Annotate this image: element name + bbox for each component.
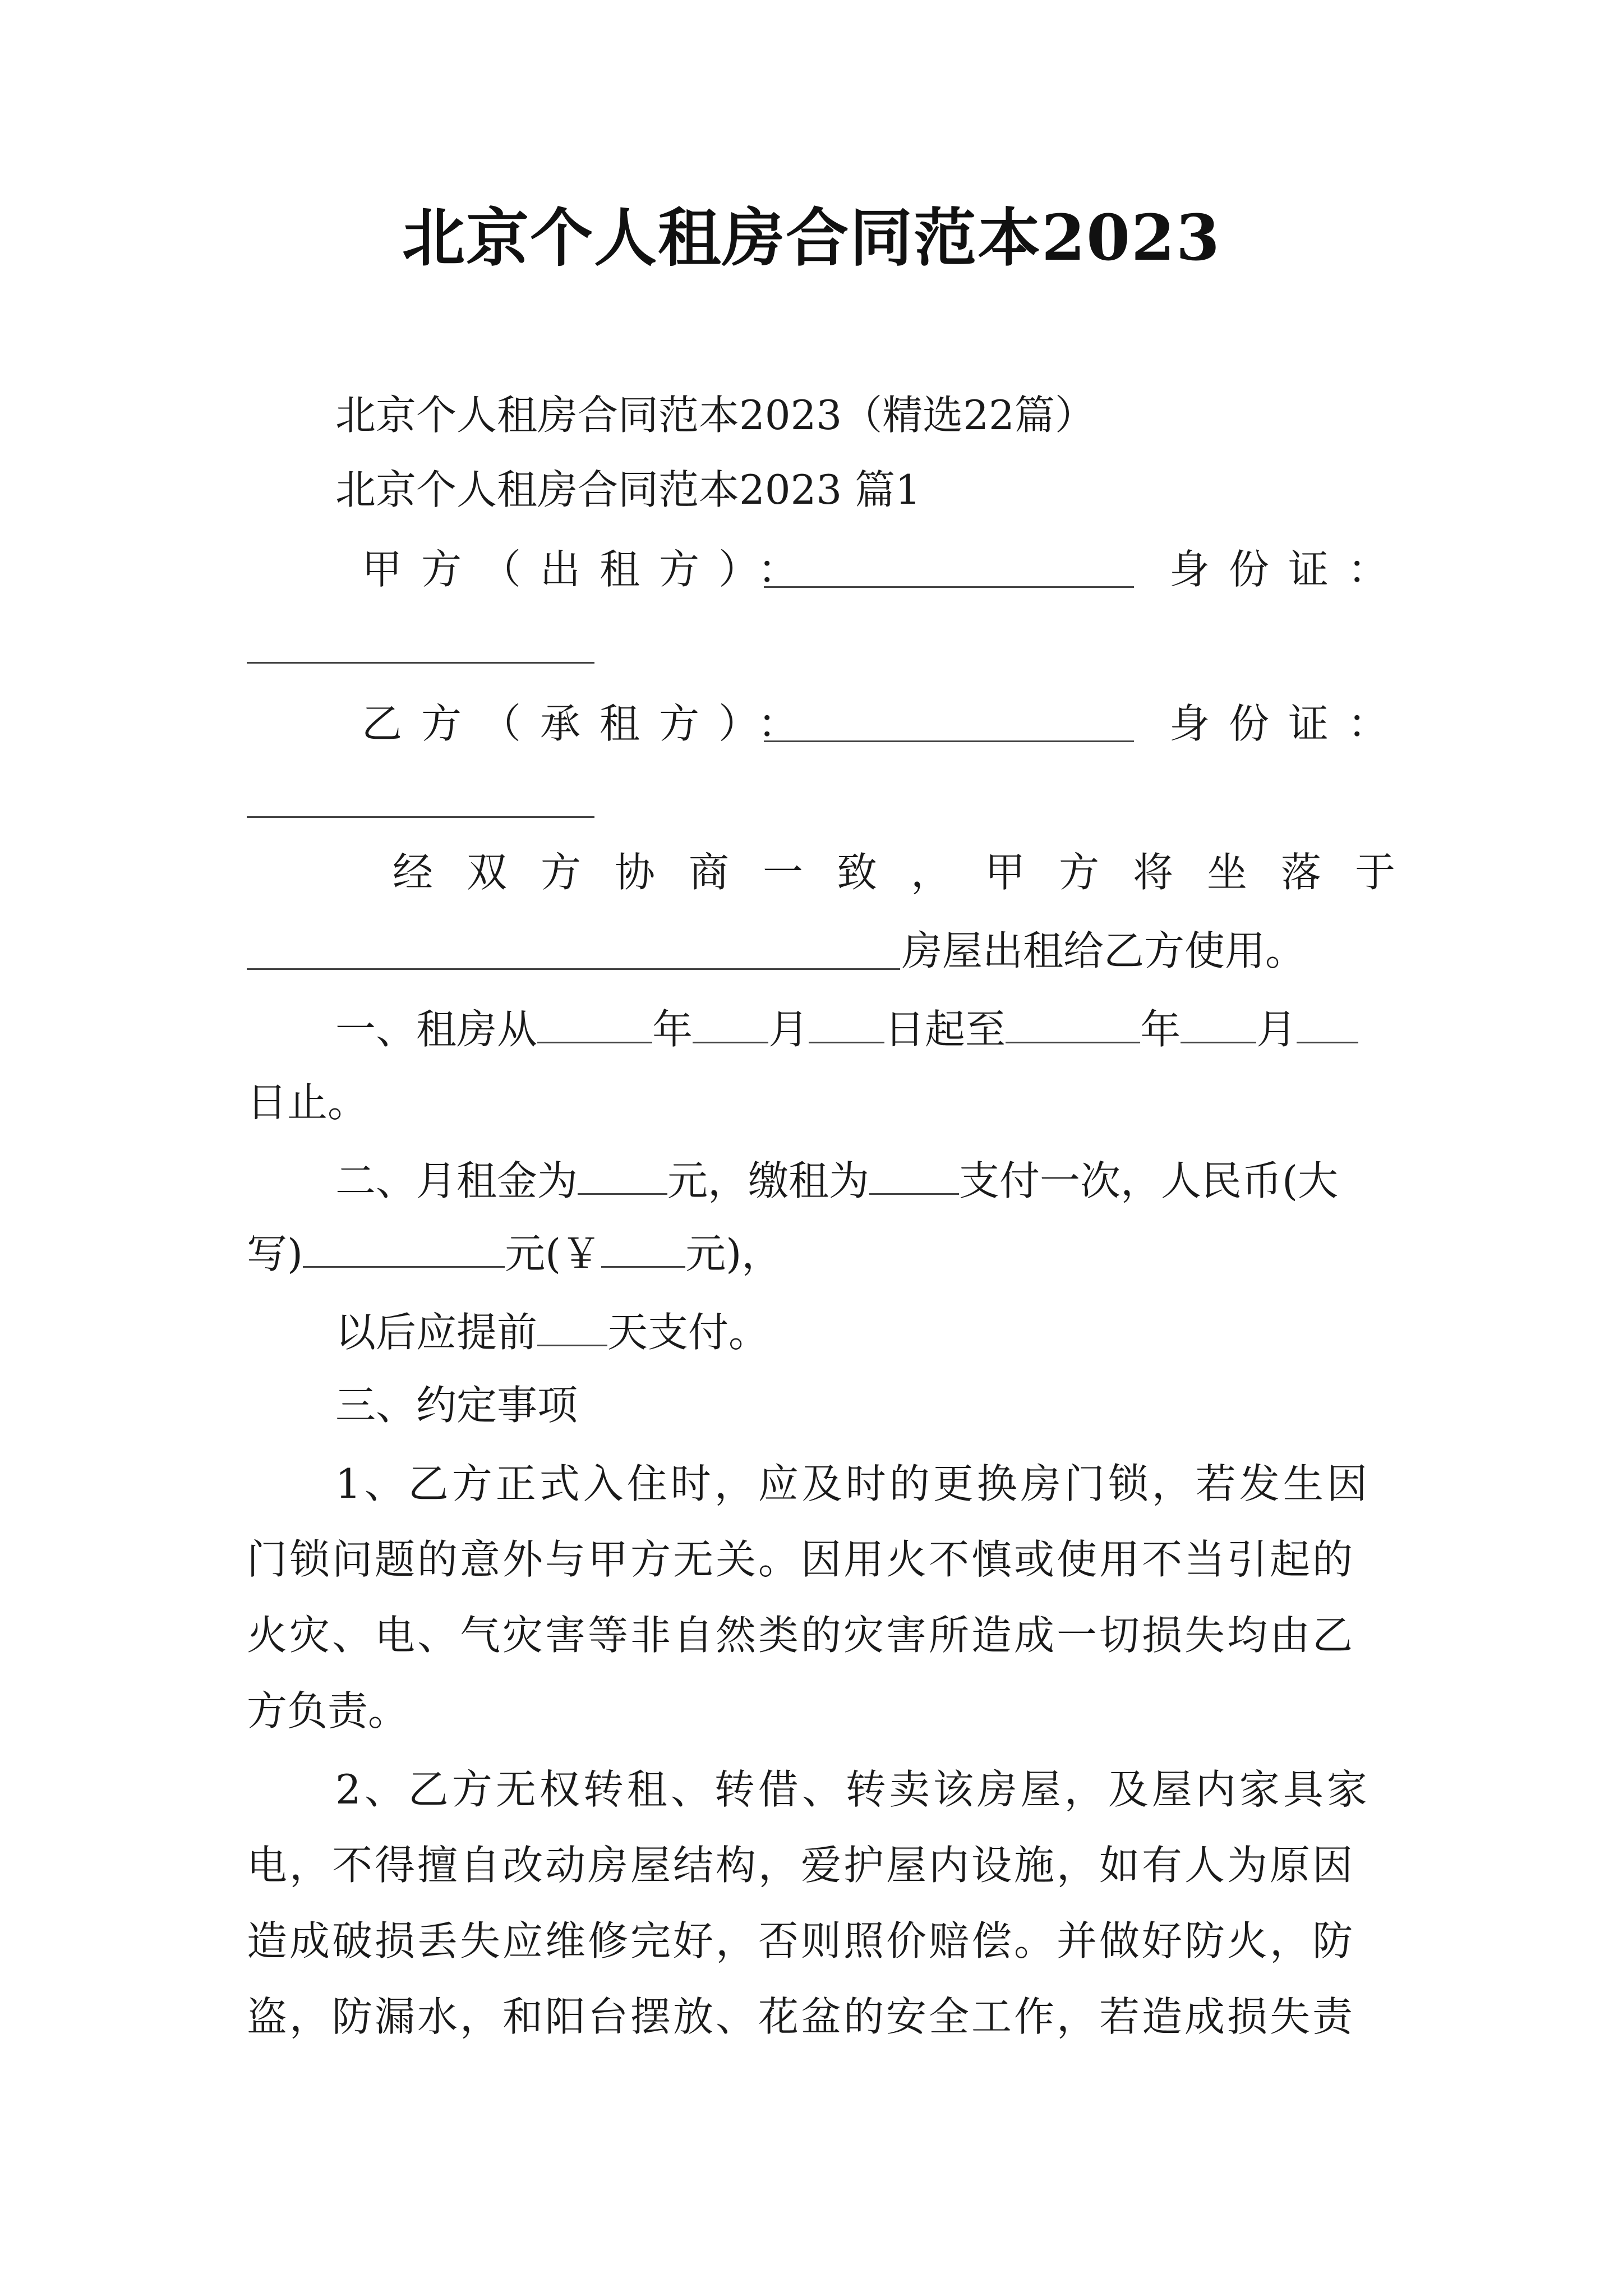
clause-1-line [335,1001,1358,1057]
rent-label: 二、月租金为 [335,1157,578,1204]
item-2-line-1: 2、乙方无权转租、转借、转卖该房屋，及屋内家具家 [335,1766,1371,1813]
end-year-label: 年 [1140,1006,1181,1053]
end-month-blank [1181,1007,1256,1043]
item-2-line-3: 造成破损丢失应维修完好，否则照价赔偿。并做好防火，防 [247,1917,1355,1964]
advance-days-blank [537,1310,607,1346]
party-a-name-blank [764,586,1134,588]
clause-1-end: 日止。 [247,1079,368,1126]
section-heading: 北京个人租房合同范本2023 篇1 [335,466,921,513]
party-b-name-blank [764,740,1134,742]
payment-period-blank [869,1158,959,1195]
party-b-id-label: 身份证： [1169,700,1408,747]
end-day-blank [1297,1007,1358,1043]
item-1-line-1: 1、乙方正式入住时，应及时的更换房门锁，若发生因 [335,1460,1371,1507]
document-subtitle: 北京个人租房合同范本2023（精选22篇） [335,392,1095,439]
item-2-line-2: 电，不得擅自改动房屋结构，爱护屋内设施，如有人为原因 [247,1842,1355,1889]
yuan-amount-blank [601,1231,685,1268]
start-year-blank [537,1007,652,1043]
payment-label: 元，缴租为 [667,1157,870,1204]
party-a-id-label: 身份证： [1169,546,1408,593]
clause-2-line-2 [247,1226,782,1282]
year-label: 年 [652,1006,693,1053]
item-1-line-2: 门锁问题的意外与甲方无关。因用火不慎或使用不当引起的 [247,1536,1355,1583]
agreement-suffix: 房屋出租给乙方使用。 [902,927,1306,974]
party-b-id-blank [247,816,594,818]
end-month-label: 月 [1256,1006,1297,1053]
advance-label: 以后应提前 [335,1309,538,1356]
rmb-label: 支付一次，人民币(大 [959,1157,1339,1204]
item-1-line-3: 火灾、电、气灾害等非自然类的灾害所造成一切损失均由乙 [247,1612,1355,1659]
days-pay-label: 天支付。 [607,1309,769,1356]
location-blank [247,968,900,970]
clause-2-line-1 [335,1153,1338,1209]
item-1-line-4: 方负责。 [247,1687,409,1734]
item-2-line-4: 盗，防漏水，和阳台摆放、花盆的安全工作，若造成损失责 [247,1993,1355,2040]
end-year-blank [1006,1007,1140,1043]
start-month-blank [693,1007,768,1043]
yuan-close-label: 元)， [685,1230,782,1277]
clause-2-line-3 [335,1304,769,1360]
party-b-label: 乙方（承租方）： [362,700,818,747]
clause-3-heading: 三、约定事项 [335,1382,578,1429]
document-title: 北京个人租房合同范本2023 [402,201,1221,275]
party-a-label: 甲方（出租方）： [362,546,818,593]
until-label: 日起至 [884,1006,1006,1053]
agreement-prefix: 经双方协商一致，甲方将坐落于 [393,849,1430,896]
month-label: 月 [768,1006,809,1053]
capital-label: 写) [247,1230,303,1277]
capital-amount-blank [303,1231,505,1268]
yuan-label: 元(￥ [505,1230,602,1277]
clause-1-start: 一、租房从 [335,1006,538,1053]
start-day-blank [809,1007,884,1043]
rent-blank [578,1158,667,1195]
party-a-id-blank [247,662,594,664]
